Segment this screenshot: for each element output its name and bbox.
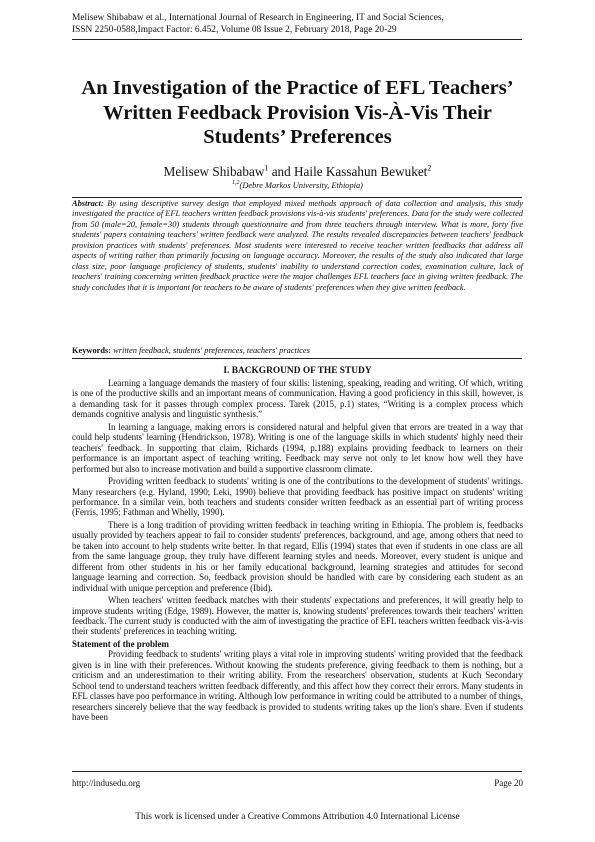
body-paragraph-6: Providing feedback to students' writing plays a vital role in improving students' writing provided that the feedback given is in line with their preferences. Without knowing the students preference, giving feedback to them is nothing, but a criticism and an underestimation to their writing ability. From the researchers' observation, students at Kuch Secondary School tend to understand teachers written feedback differently, and this affect how they correct their errors. Many students in EFL classes have poo performance in writing. Although low performance in writing could be attributed to a number of things, researchers sincerely believe that the way feedback is provided to students writing takes up the lion's share. Even if students have been — [72, 649, 523, 723]
keywords-label: Keywords: — [72, 346, 112, 355]
body-paragraph-3: Providing written feedback to students' writing is one of the contributions to the development of students' writings. Many researchers (e.g. Hyland, 1990; Leki, 1990) believe that providing feedback has positive impact on students' writing performance. In a similar vein, both teachers and students consider written feedback as an essential part of writing process (Ferris, 1995; Fathman and Whelly, 1990). — [72, 476, 523, 518]
author-2-sup: 2 — [427, 163, 432, 173]
footer-rule — [72, 771, 522, 772]
keywords-text: written feedback, students' preferences, teachers' practices — [111, 346, 310, 355]
license-notice: This work is licensed under a Creative Commons Attribution 4.0 International License — [135, 812, 460, 822]
affiliation-text: (Debre Markos University, Ethiopia) — [239, 181, 363, 190]
author-1: Melisew Shibabaw — [163, 164, 265, 179]
abstract-top-rule — [72, 197, 522, 198]
running-header — [72, 12, 532, 36]
author-2: Haile Kassahun Bewuket — [294, 164, 428, 179]
affiliation — [60, 181, 535, 191]
keywords — [72, 346, 523, 356]
abstract-text: By using descriptive survey design that employed mixed methods approach of data collection and analysis, this study investigated the practice of EFL teachers written feedback provisions vis-à-vis students' preferences. Data for the study were collected from 50 (male=20, female=30) students through questionnaire and from three teachers through interview. What is more, forty five students' papers containing teachers' written feedback were analyzed. The results revealed discrepancies between teachers' feedback provision practices with students' preferences. Most students were interested to receive teacher written feedbacks that address all aspects of writing rather than primarily focusing on language accuracy. Moreover, the results of the study also indicated that large class size, poor language proficiency of students, students' inability to understand correction codes, examination culture, lack of teachers' training concerning written feedback practice were the major challenges EFL teachers face in giving written feedback. The study concludes that it is important for teachers to be aware of students' preferences when they give written feedback. — [72, 199, 523, 292]
section-heading: I. BACKGROUND OF THE STUDY — [223, 366, 372, 376]
affiliation-sup: 1,2 — [232, 180, 240, 187]
footer-url[interactable]: http://indusedu.org — [72, 778, 141, 788]
page-number: Page 20 — [494, 778, 523, 788]
paper-title: An Investigation of the Practice of EFL Teachers’ Written Feedback Provision Vis-À-Vis Their Students’ Preferences — [81, 77, 514, 148]
author-1-sup: 1 — [264, 163, 269, 173]
abstract — [72, 199, 523, 293]
header-line-1: Melisew Shibabaw et al., International Journal of Research in Engineering, IT and Social Sciences, — [72, 13, 444, 23]
header-rule — [72, 39, 522, 40]
subsection-heading: Statement of the problem — [72, 638, 169, 649]
body-paragraph-1: Learning a language demands the mastery of four skills: listening, speaking, reading and writing. Of which, writing is one of the productive skills and an important means of communication. Having a good proficiency in this skill, however, is a demanding task for it passes through complex process. Tarek (2015, p.1) states, “Writing is a complex process which demands cognitive analysis and linguistic synthesis.” — [72, 378, 523, 420]
abstract-label: Abstract: — [72, 199, 104, 208]
author-line — [60, 164, 535, 180]
body-paragraph-2: In learning a language, making errors is considered natural and helpful given that errors are treated in a way that could help students' learning (Hendrickson, 1978). Writing is one of the language skills in which students' highly need their teachers' feedback. In supporting that claim, Richards (1994, p.188) explains providing feedback to learners on their performance is an important aspect of teaching writing. Feedback may serve not only to let know how well they have performed but also to increase motivation and build a supportive classroom climate. — [72, 421, 523, 474]
author-conjunction: and — [268, 164, 295, 179]
body-paragraph-5: When teachers' written feedback matches with their students' expectations and preferences, it will greatly help to improve students writing (Edge, 1989). However, the matter is, knowing students' preferences towards their teachers' written feedback. The current study is conducted with the aim of investigating the practice of EFL teachers written feedback vis-à-vis their students' preferences in teaching writing. — [72, 595, 523, 637]
body-text — [72, 378, 523, 725]
keywords-bottom-rule — [72, 358, 522, 359]
body-paragraph-4: There is a long tradition of providing written feedback in teaching writing in Ethiopia. The problem is, feedbacks usually provided by teachers appear to fail to consider students' preferences, background, and age, among others that need to be taken into account to help students write better. In that regard, Ellis (1994) states that even if students in one class are all from the same language group, they truly have different learning styles and needs. Moreover, every student is unique and different from other students in his or her family educational background, learning strategies and attitudes for second language learning and correction. So, feedback provision should be handled with care by considering each student as an individual with unique perception and preference (Ibid). — [72, 519, 523, 593]
header-line-2: ISSN 2250-0588,Impact Factor: 6.452, Volume 08 Issue 2, February 2018, Page 20-29 — [72, 25, 397, 35]
